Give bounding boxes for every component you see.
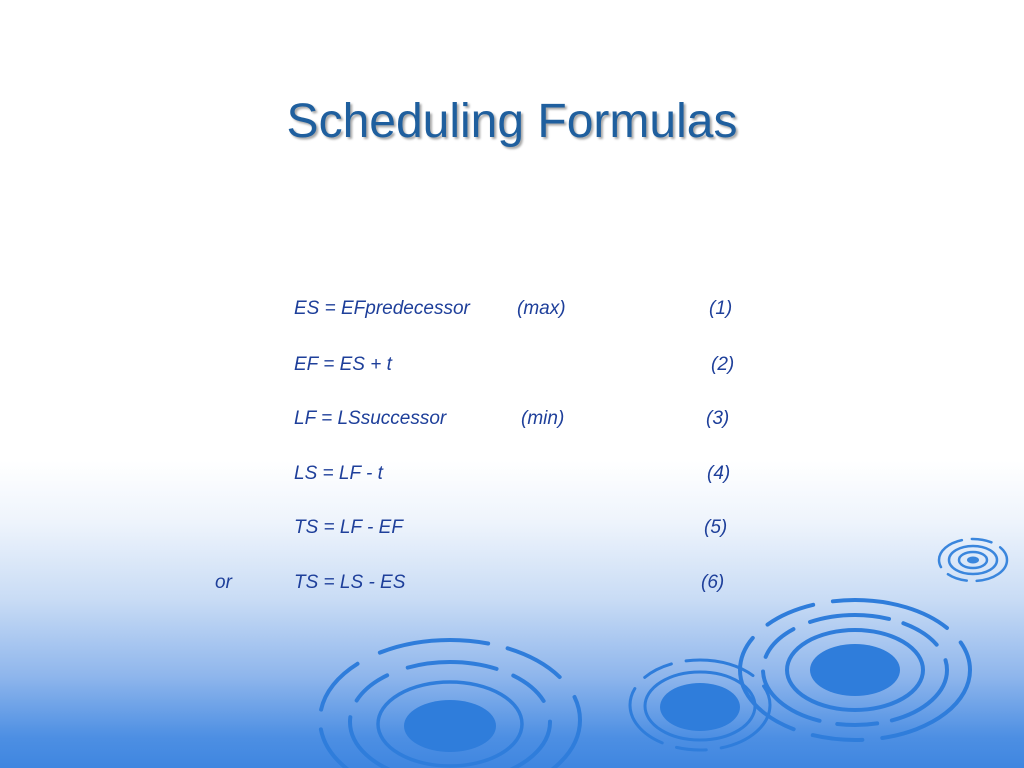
- formula-row: [0, 463, 1024, 493]
- formula-row: [0, 572, 1024, 602]
- formula-number: (1): [709, 298, 733, 319]
- formula-row: [0, 408, 1024, 438]
- formula-qualifier: (min): [521, 408, 565, 429]
- formula-equation: LF = LSsuccessor: [294, 408, 447, 429]
- formula-equation: LS = LF - t: [294, 463, 383, 484]
- formula-number: (5): [704, 517, 728, 538]
- formula-number: (3): [706, 408, 730, 429]
- formula-number: (4): [707, 463, 731, 484]
- formula-equation: TS = LF - EF: [294, 517, 403, 538]
- formula-equation: EF = ES + t: [294, 354, 392, 375]
- slide-title: Scheduling Formulas: [286, 95, 738, 148]
- formula-number: (6): [701, 572, 725, 593]
- formula-prefix: or: [215, 572, 232, 593]
- formula-equation: TS = LS - ES: [294, 572, 406, 593]
- formula-number: (2): [711, 354, 735, 375]
- formula-row: [0, 517, 1024, 547]
- formula-equation: ES = EFpredecessor: [294, 298, 470, 319]
- formula-row: [0, 298, 1024, 328]
- formula-qualifier: (max): [517, 298, 566, 319]
- formula-row: [0, 354, 1024, 384]
